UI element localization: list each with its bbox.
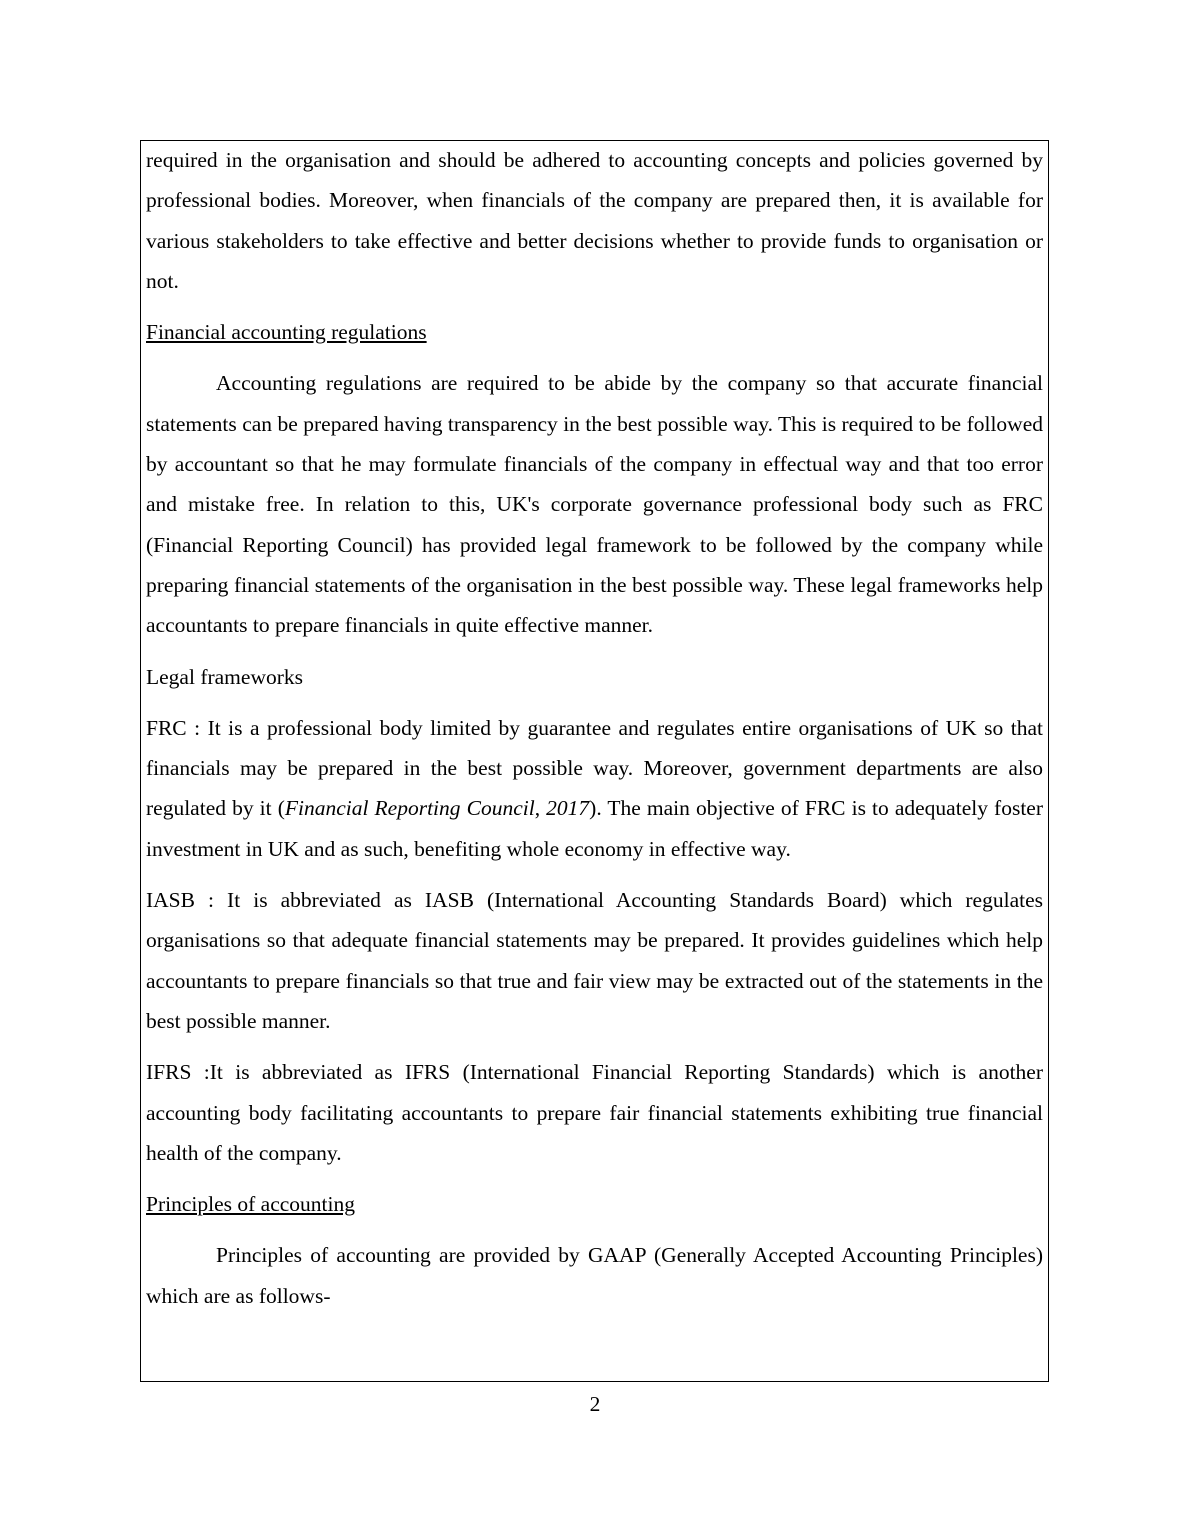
frc-citation-year: 2017: [546, 796, 590, 821]
frc-paragraph: [146, 708, 1043, 869]
frc-text-before: FRC : It is a professional body limited by guarantee and regulates entire organisations of UK so that financials may be prepared in the best possible way. Moreover, government departments are also regulated by it (: [146, 715, 1043, 821]
heading-financial-accounting-regulations: Financial accounting regulations: [146, 320, 427, 345]
heading-principles-of-accounting: Principles of accounting: [146, 1192, 355, 1217]
frc-citation-name: Financial Reporting Council: [284, 796, 535, 821]
intro-paragraph: required in the organisation and should be adhered to accounting concepts and policies governed by professional bodies. Moreover, when financials of the company are prepared then, it is available for various stakeholders to take effective and better decisions whether to provide funds to organisation or not.: [146, 148, 1043, 293]
regulations-paragraph: Accounting regulations are required to be abide by the company so that accurate financial statements can be prepared having transparency in the best possible way. This is required to be followed by accountant so that he may formulate financials of the company in effectual way and that too error and mistake free. In relation to this, UK's corporate governance professional body such as FRC (Financial Reporting Council) has provided legal framework to be followed by the company while preparing financial statements of the organisation in the best possible way. These legal frameworks help accountants to prepare financials in quite effective manner.: [146, 371, 1043, 638]
page-number: 2: [589, 1392, 601, 1416]
frc-text-after: ). The main objective of FRC is to adequately foster investment in UK and as such, benefiting whole economy in effective way.: [146, 796, 1044, 861]
document-body: [146, 140, 1043, 1316]
frc-citation-separator: ,: [534, 796, 547, 821]
principles-paragraph: Principles of accounting are provided by GAAP (Generally Accepted Accounting Principles) which are as follows-: [146, 1243, 1043, 1308]
ifrs-paragraph: IFRS :It is abbreviated as IFRS (International Financial Reporting Standards) which is another accounting body facilitating accountants to prepare fair financial statements exhibiting true financial health of the company.: [146, 1060, 1043, 1165]
heading-legal-frameworks: Legal frameworks: [146, 664, 303, 689]
iasb-paragraph: IASB : It is abbreviated as IASB (International Accounting Standards Board) which regulates organisations so that adequate financial statements may be prepared. It provides guidelines which help accountants to prepare financials so that true and fair view may be extracted out of the statements in the best possible manner.: [146, 888, 1043, 1033]
